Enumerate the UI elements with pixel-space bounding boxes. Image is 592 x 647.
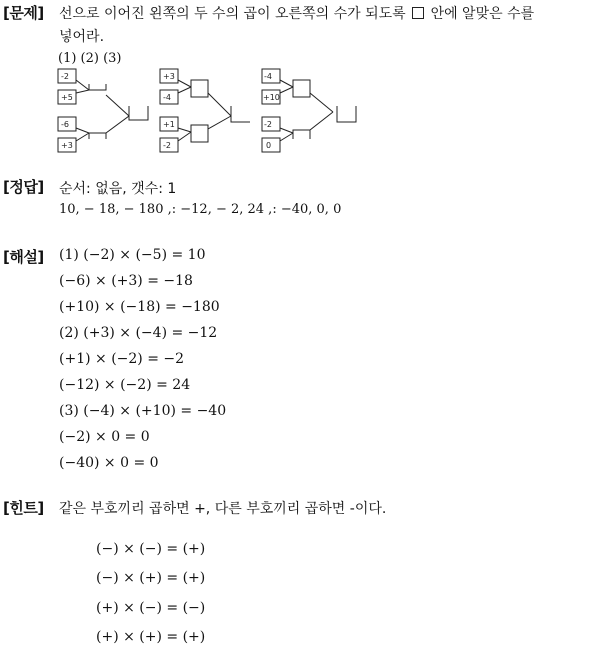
problem-text-before: 선으로 이어진 왼쪽의 두 수의 곱이 오른쪽의 수가 되도록 bbox=[59, 6, 406, 22]
explanation-line-6: (−12) × (−2) = 24 bbox=[59, 377, 191, 393]
problem-tag: [문제] bbox=[3, 4, 44, 22]
diagram-value-5-bottom: +10 bbox=[263, 93, 280, 102]
hint-rule-2: (−) × (+) = (+) bbox=[96, 570, 206, 586]
explanation-tag: [해설] bbox=[3, 248, 44, 266]
diagram-value-6-bottom: 0 bbox=[266, 141, 272, 150]
diagram-value-4-bottom: -2 bbox=[163, 141, 171, 150]
diagram-value-1-top: -2 bbox=[61, 72, 69, 81]
problem-text-after: 안에 알맞은 수를 bbox=[430, 6, 535, 22]
explanation-line-5: (+1) × (−2) = −2 bbox=[59, 351, 185, 367]
problem-text bbox=[59, 3, 534, 23]
explanation-line-9: (−40) × 0 = 0 bbox=[59, 455, 159, 471]
blank-square-icon bbox=[412, 7, 424, 19]
diagram-value-1-bottom: +5 bbox=[61, 93, 73, 102]
diagram-value-2-bottom: +3 bbox=[61, 141, 73, 150]
diagram-value-6-top: -2 bbox=[264, 120, 272, 129]
problem-labels: (1) (2) (3) bbox=[58, 51, 122, 66]
hint-rule-1: (−) × (−) = (+) bbox=[96, 541, 206, 557]
hint-rule-3: (+) × (−) = (−) bbox=[96, 600, 206, 616]
answer-values: 10, − 18, − 180 ,: −12, − 2, 24 ,: −40, 0, 0 bbox=[59, 202, 342, 217]
diagram-value-3-top: +3 bbox=[163, 72, 175, 81]
problem-text-line2: 넣어라. bbox=[59, 29, 105, 45]
answer-meta: 순서: 없음, 갯수: 1 bbox=[59, 181, 177, 197]
diagram-value-2-top: -6 bbox=[61, 120, 69, 129]
multiplication-diagram bbox=[56, 66, 366, 158]
diagram-value-4-top: +1 bbox=[163, 120, 175, 129]
explanation-line-4: (2) (+3) × (−4) = −12 bbox=[59, 325, 218, 341]
hint-rule-4: (+) × (+) = (+) bbox=[96, 629, 206, 645]
explanation-line-8: (−2) × 0 = 0 bbox=[59, 429, 150, 445]
diagram-value-3-bottom: -4 bbox=[163, 93, 171, 102]
diagram-value-5-top: -4 bbox=[264, 72, 272, 81]
explanation-line-7: (3) (−4) × (+10) = −40 bbox=[59, 403, 227, 419]
explanation-line-3: (+10) × (−18) = −180 bbox=[59, 299, 220, 315]
hint-tag: [힌트] bbox=[3, 499, 44, 517]
explanation-line-2: (−6) × (+3) = −18 bbox=[59, 273, 193, 289]
answer-tag: [정답] bbox=[3, 178, 44, 196]
hint-text: 같은 부호끼리 곱하면 +, 다른 부호끼리 곱하면 -이다. bbox=[59, 501, 387, 517]
explanation-line-1: (1) (−2) × (−5) = 10 bbox=[59, 247, 206, 263]
